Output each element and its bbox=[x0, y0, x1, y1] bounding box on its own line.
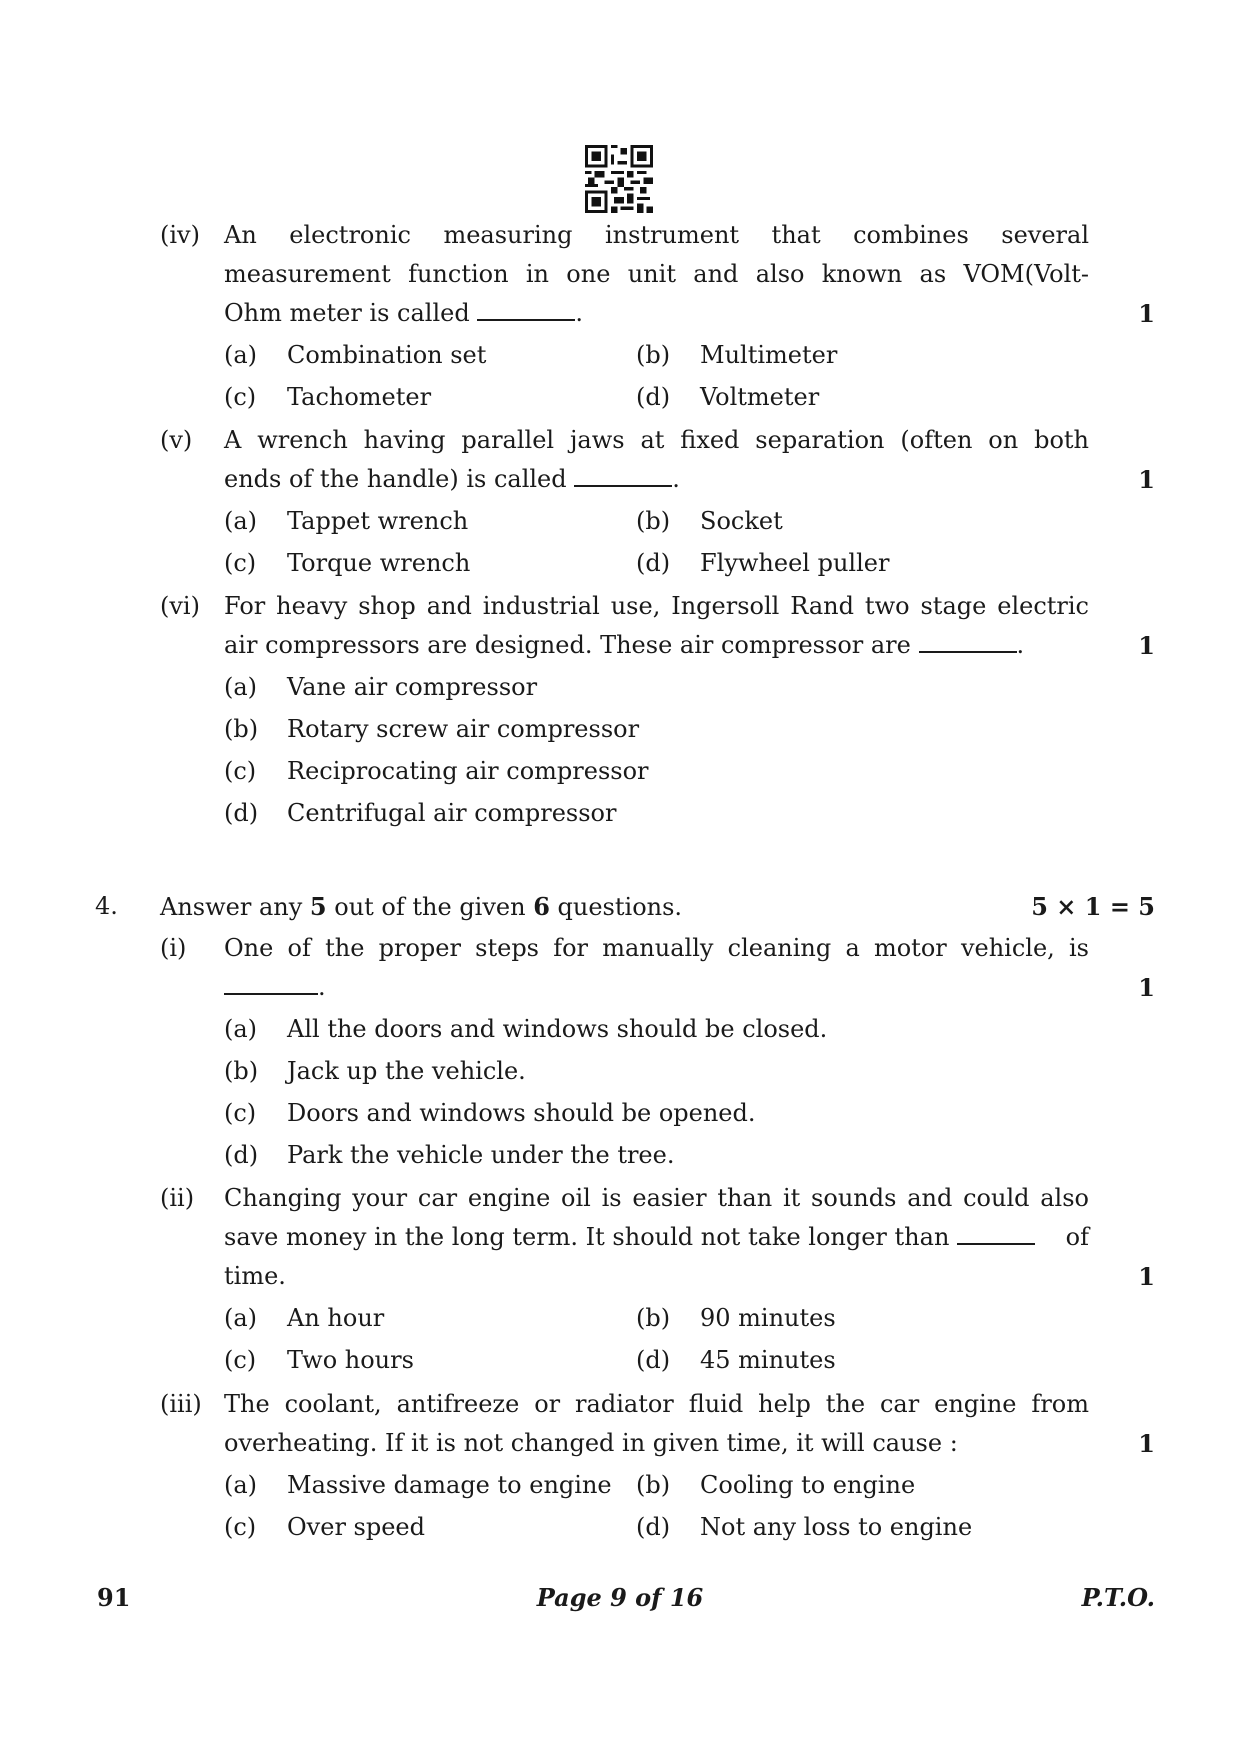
option-label: (b) bbox=[636, 507, 671, 535]
option-text: Socket bbox=[700, 507, 783, 535]
option-label: (a) bbox=[224, 1015, 258, 1043]
paper-code: 91 bbox=[97, 1583, 131, 1612]
option-text: Voltmeter bbox=[700, 383, 820, 411]
option-text: Park the vehicle under the tree. bbox=[287, 1141, 675, 1169]
option-text: Over speed bbox=[287, 1513, 425, 1541]
question-number: (iii) bbox=[160, 1390, 202, 1418]
option-text: Cooling to engine bbox=[700, 1471, 916, 1499]
option-text: 90 minutes bbox=[700, 1304, 836, 1332]
answer-blank bbox=[919, 631, 1017, 653]
question-text-line: Ohm meter is called . bbox=[224, 299, 583, 327]
option-text: Reciprocating air compressor bbox=[287, 757, 649, 785]
option-label: (a) bbox=[224, 673, 258, 701]
question-marks: 1 bbox=[1138, 465, 1155, 494]
pto-note: P.T.O. bbox=[1081, 1583, 1155, 1612]
option-text: Rotary screw air compressor bbox=[287, 715, 640, 743]
option-text: Tappet wrench bbox=[287, 507, 469, 535]
question-marks: 1 bbox=[1138, 631, 1155, 660]
question-text-line: . bbox=[224, 968, 326, 1007]
question-text: measurement function in one unit and also known as VOM(Volt- bbox=[224, 260, 1089, 288]
option-label: (a) bbox=[224, 1304, 258, 1332]
question-text: A wrench having parallel jaws at fixed separation (often on both bbox=[224, 426, 1089, 454]
answer-blank bbox=[224, 973, 318, 995]
option-text: Doors and windows should be opened. bbox=[287, 1099, 756, 1127]
question-text: Changing your car engine oil is easier than it sounds and could also bbox=[224, 1184, 1089, 1212]
section-marks: 5 × 1 = 5 bbox=[1031, 892, 1155, 921]
option-label: (b) bbox=[224, 1057, 259, 1085]
answer-blank bbox=[477, 299, 575, 321]
option-label: (d) bbox=[636, 549, 671, 577]
question-text: One of the proper steps for manually cleaning a motor vehicle, is bbox=[224, 934, 1089, 962]
option-label: (c) bbox=[224, 1099, 257, 1127]
question-number: (i) bbox=[160, 934, 187, 962]
question-text: overheating. If it is not changed in given time, it will cause : bbox=[224, 1429, 958, 1457]
option-label: (c) bbox=[224, 383, 257, 411]
option-text: Torque wrench bbox=[287, 549, 471, 577]
option-label: (a) bbox=[224, 341, 258, 369]
answer-blank bbox=[957, 1223, 1035, 1245]
question-text: time. bbox=[224, 1262, 286, 1290]
question-text: For heavy shop and industrial use, Ingersoll Rand two stage electric bbox=[224, 592, 1089, 620]
option-label: (b) bbox=[224, 715, 259, 743]
option-label: (d) bbox=[636, 383, 671, 411]
option-text: Tachometer bbox=[287, 383, 432, 411]
page-number: Page 9 of 16 bbox=[536, 1583, 704, 1612]
option-label: (b) bbox=[636, 341, 671, 369]
question-text-line: ends of the handle) is called . bbox=[224, 465, 680, 493]
option-label: (c) bbox=[224, 1346, 257, 1374]
option-label: (a) bbox=[224, 507, 258, 535]
question-instruction: Answer any 5 out of the given 6 questions. bbox=[160, 892, 683, 921]
question-marks: 1 bbox=[1138, 1429, 1155, 1458]
answer-blank bbox=[574, 465, 672, 487]
question-number: (iv) bbox=[160, 221, 200, 249]
option-text: Two hours bbox=[287, 1346, 414, 1374]
option-text: Vane air compressor bbox=[287, 673, 538, 701]
question-text-line: air compressors are designed. These air compressor are . bbox=[224, 631, 1025, 659]
option-text: Flywheel puller bbox=[700, 549, 890, 577]
option-label: (a) bbox=[224, 1471, 258, 1499]
option-label: (d) bbox=[224, 799, 259, 827]
option-text: Combination set bbox=[287, 341, 487, 369]
question-number: 4. bbox=[95, 892, 118, 920]
question-number: (ii) bbox=[160, 1184, 195, 1212]
option-text: Centrifugal air compressor bbox=[287, 799, 617, 827]
option-text: All the doors and windows should be closed. bbox=[287, 1015, 828, 1043]
option-text: 45 minutes bbox=[700, 1346, 836, 1374]
option-label: (b) bbox=[636, 1304, 671, 1332]
question-text: of bbox=[1065, 1223, 1089, 1251]
question-text-line: save money in the long term. It should not take longer than bbox=[224, 1218, 1035, 1257]
option-label: (d) bbox=[636, 1513, 671, 1541]
question-marks: 1 bbox=[1138, 1262, 1155, 1291]
question-number: (v) bbox=[160, 426, 193, 454]
option-label: (c) bbox=[224, 1513, 257, 1541]
question-text: An electronic measuring instrument that combines several bbox=[224, 221, 1089, 249]
question-marks: 1 bbox=[1138, 299, 1155, 328]
qr-code bbox=[585, 145, 653, 213]
question-text: The coolant, antifreeze or radiator fluid help the car engine from bbox=[224, 1390, 1089, 1418]
option-label: (d) bbox=[224, 1141, 259, 1169]
option-label: (d) bbox=[636, 1346, 671, 1374]
option-text: Jack up the vehicle. bbox=[287, 1057, 526, 1085]
option-label: (c) bbox=[224, 549, 257, 577]
question-number: (vi) bbox=[160, 592, 200, 620]
option-text: Not any loss to engine bbox=[700, 1513, 973, 1541]
option-text: Multimeter bbox=[700, 341, 838, 369]
option-text: Massive damage to engine bbox=[287, 1471, 612, 1499]
option-text: An hour bbox=[287, 1304, 385, 1332]
option-label: (c) bbox=[224, 757, 257, 785]
option-label: (b) bbox=[636, 1471, 671, 1499]
question-marks: 1 bbox=[1138, 973, 1155, 1002]
